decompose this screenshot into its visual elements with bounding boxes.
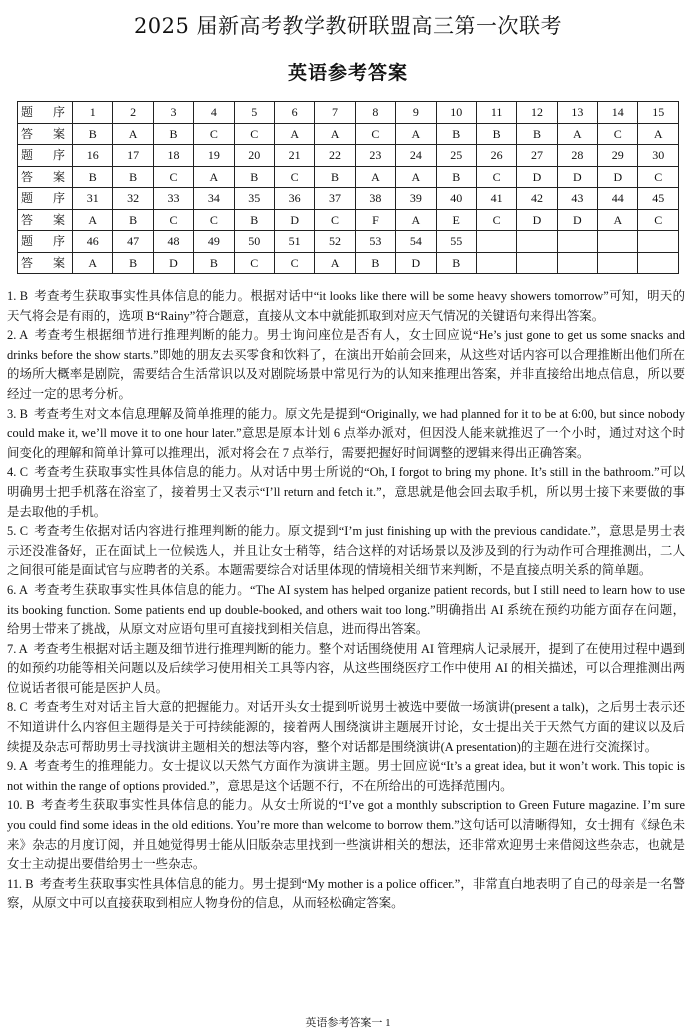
- answer-cell: B: [355, 252, 395, 274]
- answer-cell: C: [638, 166, 679, 188]
- explanation-item: [7, 287, 685, 326]
- question-number-cell: 55: [436, 231, 476, 253]
- question-number-cell: 50: [234, 231, 274, 253]
- page-footer: 英语参考答案一 1: [305, 1017, 391, 1029]
- question-number-cell: 41: [476, 188, 516, 210]
- item-number: 8.: [7, 700, 17, 715]
- explanation-item: [7, 463, 685, 522]
- answer-cell: [638, 252, 679, 274]
- question-number-cell: 45: [638, 188, 679, 210]
- answer-cell: C: [234, 252, 274, 274]
- answer-cell: [598, 252, 638, 274]
- answer-cell: C: [598, 123, 638, 145]
- question-number-cell: 1: [73, 102, 113, 124]
- item-explanation-text: 考查考生根据细节进行推理判断的能力。男士询问座位是否有人，女士回应说“He’s just gone to get us some snacks and drinks before the show starts.”即她的朋友去买零食和饮料了，在演出开始前会回来，从这些对话内容可以合理推断出他们所在的场所大概率是剧院，需要结合生活常识以及对剧院场景中常见行为的认知来推理出答案，并非直接给出地点信息，所以要经过一定的思考分析。: [7, 328, 685, 401]
- answer-cell: [517, 252, 557, 274]
- question-number-cell: 27: [517, 145, 557, 167]
- explanation-item: [7, 326, 685, 404]
- question-number-cell: 34: [194, 188, 234, 210]
- answer-cell: C: [274, 252, 314, 274]
- table-row-answers: [18, 209, 679, 231]
- explanation-item: [7, 875, 685, 914]
- question-number-cell: 29: [598, 145, 638, 167]
- question-number-cell: 20: [234, 145, 274, 167]
- item-answer: C: [19, 524, 28, 539]
- answer-cell: B: [73, 123, 113, 145]
- answer-cell: A: [396, 166, 436, 188]
- question-number-cell: 11: [476, 102, 516, 124]
- answer-cell: D: [598, 166, 638, 188]
- row-header: 答 案: [18, 166, 73, 188]
- question-number-cell: 13: [557, 102, 597, 124]
- question-number-cell: 42: [517, 188, 557, 210]
- question-number-cell: 16: [73, 145, 113, 167]
- page-title: 2025 届新高考教学教研联盟高三第一次联考: [133, 14, 563, 38]
- item-explanation-text: 考查考生获取事实性具体信息的能力。“The AI system has helped organize patient records, but I still need to learn how to use its booking function. Some patients end up double-booked, and others wait too long.”明确指出 AI 系统在预约功能方面存在问题，给男士带来了挑战，从原文对应语句里可直接找到相关信息，进而得出答案。: [7, 582, 685, 637]
- answer-cell: A: [315, 123, 355, 145]
- item-answer: A: [18, 641, 28, 656]
- item-number: 11.: [7, 876, 23, 891]
- answer-cell: B: [476, 123, 516, 145]
- item-explanation-text: 考查考生对文本信息理解及简单推理的能力。原文先是提到“Originally, we had planned for it to be at 6:00, but since nobody could make it, we’ll move it to one hour later.”意思是原本计划 6 点举办派对，但因没人能来就推迟了一个小时，通过对这个时间变化的理解和简单计算可以推理出，派对将会在 7 点举行，需要把握好时间调整的逻辑来得出正确答案。: [7, 406, 685, 460]
- answer-cell: B: [436, 123, 476, 145]
- question-number-cell: 30: [638, 145, 679, 167]
- question-number-cell: 21: [274, 145, 314, 167]
- question-number-cell: 43: [557, 188, 597, 210]
- answer-cell: D: [153, 252, 193, 274]
- question-number-cell: 24: [396, 145, 436, 167]
- answer-cell: A: [113, 123, 153, 145]
- answer-cell: C: [153, 166, 193, 188]
- item-number: 3.: [7, 406, 17, 421]
- item-answer: B: [26, 798, 35, 813]
- answer-cell: C: [194, 209, 234, 231]
- answer-cell: C: [476, 166, 516, 188]
- question-number-cell: 44: [598, 188, 638, 210]
- item-number: 5.: [7, 524, 17, 539]
- answer-cell: F: [355, 209, 395, 231]
- answer-cell: A: [274, 123, 314, 145]
- answer-cell: B: [436, 252, 476, 274]
- table-row-answers: [18, 123, 679, 145]
- answer-cell: C: [153, 209, 193, 231]
- table-row-answers: [18, 252, 679, 274]
- question-number-cell: [638, 231, 679, 253]
- item-explanation-text: 考查考生的推理能力。女士提议以天然气方面作为演讲主题。男士回应说“It’s a great idea, but it won’t work. This topic is not within the range of options provided.”，意思是这个话题不行，不在所给出的可选择范围内。: [7, 759, 685, 793]
- item-answer: C: [19, 700, 28, 715]
- answer-cell: B: [113, 209, 153, 231]
- answer-cell: C: [234, 123, 274, 145]
- item-explanation-text: 考查考生获取事实性具体信息的能力。根据对话中“it looks like there will be some heavy showers tomorrow”可知，明天的天气将会是有雨的，选项 B“Rainy”符合题意，直接从文本中就能抓取到对应天气情况的关键语句来得出答案。: [7, 289, 685, 323]
- question-number-cell: 40: [436, 188, 476, 210]
- item-number: 4.: [7, 465, 17, 480]
- answer-cell: B: [234, 166, 274, 188]
- answer-cell: E: [436, 209, 476, 231]
- answer-table: [17, 101, 679, 274]
- answer-cell: B: [194, 252, 234, 274]
- question-number-cell: 12: [517, 102, 557, 124]
- answer-cell: A: [638, 123, 679, 145]
- question-number-cell: 6: [274, 102, 314, 124]
- question-number-cell: [476, 231, 516, 253]
- explanation-item: [7, 796, 685, 874]
- question-number-cell: 39: [396, 188, 436, 210]
- question-number-cell: 31: [73, 188, 113, 210]
- question-number-cell: 19: [194, 145, 234, 167]
- answer-cell: C: [355, 123, 395, 145]
- answer-cell: D: [396, 252, 436, 274]
- question-number-cell: 52: [315, 231, 355, 253]
- answer-cell: C: [638, 209, 679, 231]
- answer-cell: B: [436, 166, 476, 188]
- question-number-cell: 37: [315, 188, 355, 210]
- answer-cell: A: [315, 252, 355, 274]
- question-number-cell: 17: [113, 145, 153, 167]
- item-number: 2.: [7, 328, 17, 343]
- question-number-cell: 8: [355, 102, 395, 124]
- answer-cell: B: [73, 166, 113, 188]
- question-number-cell: 25: [436, 145, 476, 167]
- answer-cell: A: [396, 209, 436, 231]
- item-answer: A: [19, 759, 28, 774]
- answer-cell: A: [557, 123, 597, 145]
- answer-cell: B: [315, 166, 355, 188]
- question-number-cell: 15: [638, 102, 679, 124]
- answer-cell: D: [274, 209, 314, 231]
- question-number-cell: 5: [234, 102, 274, 124]
- item-number: 9.: [7, 759, 17, 774]
- answer-cell: C: [476, 209, 516, 231]
- page-subtitle: 英语参考答案: [287, 62, 408, 84]
- table-row-numbers: [18, 188, 679, 210]
- item-number: 7.: [7, 641, 17, 656]
- table-row-numbers: [18, 145, 679, 167]
- row-header: 题 序: [18, 231, 73, 253]
- answer-cell: [476, 252, 516, 274]
- question-number-cell: 26: [476, 145, 516, 167]
- answer-cell: B: [113, 252, 153, 274]
- question-number-cell: 48: [153, 231, 193, 253]
- row-header: 答 案: [18, 123, 73, 145]
- answer-cell: A: [396, 123, 436, 145]
- item-answer: B: [19, 406, 28, 421]
- item-explanation-text: 考查考生对对话主旨大意的把握能力。对话开头女士提到听说男士被选中要做一场演讲(present a talk)，之后男士表示还不知道讲什么内容但主题得是关于可持续能源的，接着两人围绕演讲主题展开讨论，女士提出关于天然气方面的建议以及后续提及杂志可帮助男士寻找演讲主题相关的想法等内容，整个对话都是围绕演讲(A presentation)的主题在进行交流探讨。: [7, 700, 685, 754]
- answer-cell: A: [73, 209, 113, 231]
- answer-cell: A: [194, 166, 234, 188]
- answer-cell: A: [598, 209, 638, 231]
- question-number-cell: 36: [274, 188, 314, 210]
- question-number-cell: 10: [436, 102, 476, 124]
- answer-cell: A: [355, 166, 395, 188]
- question-number-cell: 35: [234, 188, 274, 210]
- answer-cell: B: [153, 123, 193, 145]
- item-number: 1.: [7, 289, 17, 303]
- answer-cell: D: [557, 209, 597, 231]
- question-number-cell: 4: [194, 102, 234, 124]
- answer-cell: [557, 252, 597, 274]
- answer-cell: C: [315, 209, 355, 231]
- question-number-cell: 14: [598, 102, 638, 124]
- question-number-cell: [598, 231, 638, 253]
- item-explanation-text: 考查考生获取事实性具体信息的能力。从对话中男士所说的“Oh, I forgot to bring my phone. It’s still in the bathroom.”可以明确男士把手机落在浴室了，接着男士又表示“I’ll return and fetch it.”，意思就是他会回去取手机，所以男士接下来要做的事是去取他的手机。: [7, 465, 685, 519]
- question-number-cell: 33: [153, 188, 193, 210]
- item-number: 6.: [7, 582, 17, 597]
- row-header: 答 案: [18, 209, 73, 231]
- table-row-numbers: [18, 231, 679, 253]
- answer-cell: D: [517, 209, 557, 231]
- question-number-cell: 46: [73, 231, 113, 253]
- item-answer: B: [25, 876, 34, 891]
- question-number-cell: 53: [355, 231, 395, 253]
- question-number-cell: 18: [153, 145, 193, 167]
- question-number-cell: 3: [153, 102, 193, 124]
- item-explanation-text: 考查考生获取事实性具体信息的能力。从女士所说的“I’ve got a monthly subscription to Green Future magazine. I’m sure you could find some ideas in the old editions. You’re more than welcome to borrow them.”这句话可以清晰得知，女士拥有《绿色未来》杂志的月度订阅，并且她觉得男士能从旧版杂志里找到一些演讲相关的想法，还非常欢迎男士来借阅这些杂志，也就是女士主动提出要借给男士一些杂志。: [7, 798, 685, 872]
- row-header: 题 序: [18, 102, 73, 124]
- row-header: 题 序: [18, 145, 73, 167]
- answer-cell: B: [113, 166, 153, 188]
- explanation-item: [7, 640, 685, 699]
- item-number: 10.: [7, 798, 23, 813]
- explanation-item: [7, 757, 685, 796]
- item-explanation-text: 考查考生根据对话主题及细节进行推理判断的能力。整个对话围绕使用 AI 管理病人记录展开，提到了在使用过程中遇到的如预约功能等相关问题以及后续学习使用相关工具等内容，从这些围绕医疗工作中使用 AI 的相关描述，可以合理推测出两位说话者很可能是医护人员。: [7, 641, 685, 695]
- question-number-cell: 32: [113, 188, 153, 210]
- explanation-item: [7, 522, 685, 581]
- question-number-cell: 54: [396, 231, 436, 253]
- question-number-cell: [557, 231, 597, 253]
- item-answer: A: [19, 328, 29, 343]
- explanation-item: [7, 581, 685, 640]
- question-number-cell: 28: [557, 145, 597, 167]
- answer-cell: A: [73, 252, 113, 274]
- item-explanation-text: 考查考生获取事实性具体信息的能力。男士提到“My mother is a police officer.”，非常直白地表明了自己的母亲是一名警察，从原文中可以直接获取到相应人物身份的信息，从而轻松确定答案。: [7, 876, 685, 911]
- table-row-answers: [18, 166, 679, 188]
- answer-cell: D: [517, 166, 557, 188]
- answer-cell: C: [194, 123, 234, 145]
- question-number-cell: 38: [355, 188, 395, 210]
- item-answer: A: [19, 582, 28, 597]
- question-number-cell: [517, 231, 557, 253]
- question-number-cell: 9: [396, 102, 436, 124]
- item-answer: B: [19, 289, 28, 303]
- question-number-cell: 47: [113, 231, 153, 253]
- explanation-item: [7, 698, 685, 757]
- question-number-cell: 51: [274, 231, 314, 253]
- question-number-cell: 23: [355, 145, 395, 167]
- question-number-cell: 49: [194, 231, 234, 253]
- explanation-item: [7, 405, 685, 464]
- table-row-numbers: [18, 102, 679, 124]
- row-header: 题 序: [18, 188, 73, 210]
- answer-cell: D: [557, 166, 597, 188]
- question-number-cell: 2: [113, 102, 153, 124]
- answer-cell: B: [517, 123, 557, 145]
- answer-cell: C: [274, 166, 314, 188]
- item-explanation-text: 考查考生依据对话内容进行推理判断的能力。原文提到“I’m just finishing up with the previous candidate.”，意思是男士表示还没准备好，正在面试上一位候选人，并且让女士稍等，结合这样的对话场景以及涉及到的行为动作可合理推测出，二人之间很可能是面试官与应聘者的关系。本题需要综合对话里体现的情境相关细节来判断，不是直接点明关系的简单题。: [7, 524, 685, 578]
- question-number-cell: 22: [315, 145, 355, 167]
- question-number-cell: 7: [315, 102, 355, 124]
- explanation-list: [7, 287, 685, 914]
- answer-cell: B: [234, 209, 274, 231]
- row-header: 答 案: [18, 252, 73, 274]
- item-answer: C: [19, 465, 28, 480]
